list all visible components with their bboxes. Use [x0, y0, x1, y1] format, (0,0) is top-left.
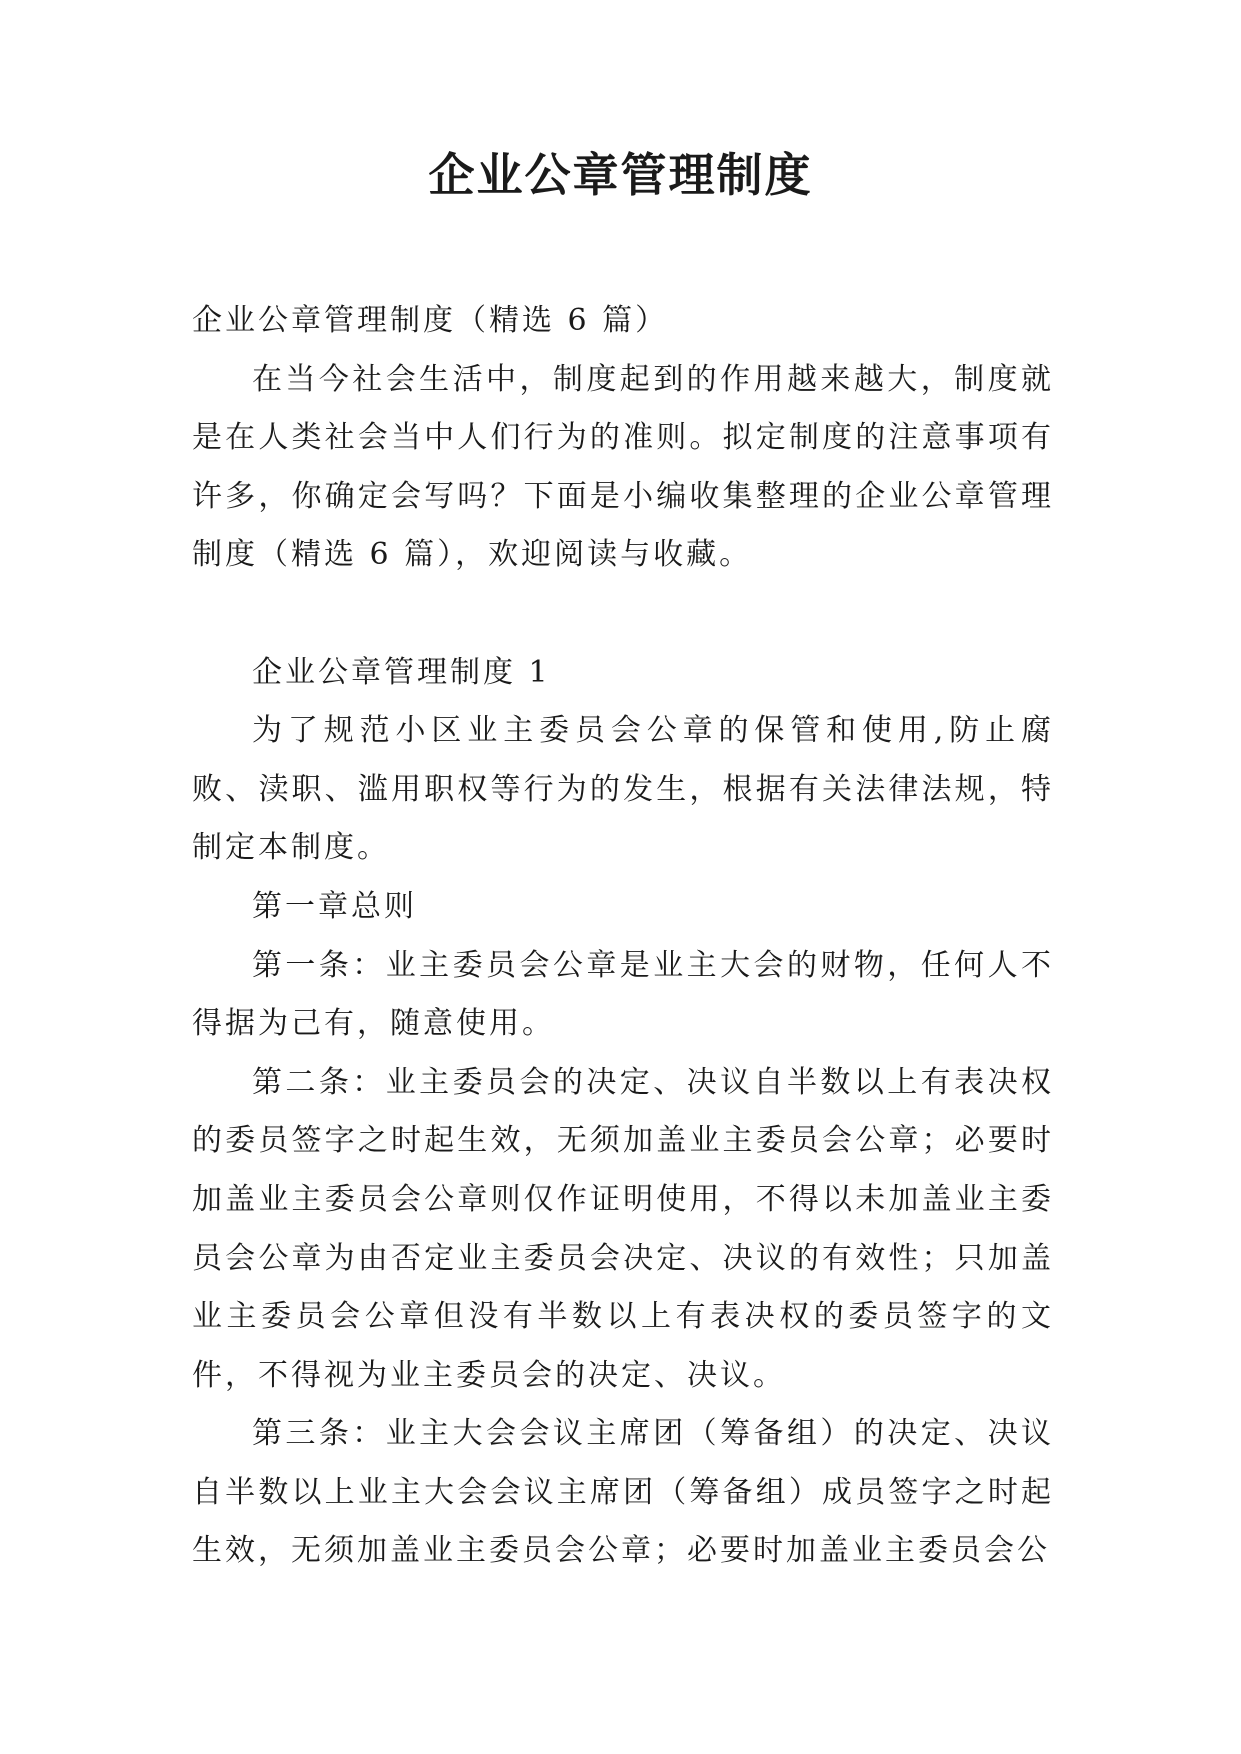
article-paragraph: 第一条：业主委员会公章是业主大会的财物，任何人不得据为己有，随意使用。: [192, 947, 1054, 1042]
section-heading: 企业公章管理制度 1: [252, 654, 551, 690]
subtitle-line: 企业公章管理制度（精选 6 篇）: [192, 303, 669, 338]
document-title: 企业公章管理制度: [428, 148, 813, 202]
document-body: [192, 292, 1054, 1581]
body-paragraph: 为了规范小区业主委员会公章的保管和使用,防止腐败、渎职、滥用职权等行为的发生，根据有关法律法规，特制定本制度。: [192, 713, 1054, 866]
blank-line: [192, 585, 1054, 644]
article-paragraph: 第三条：业主大会会议主席团（筹备组）的决定、决议自半数以上业主大会会议主席团（筹备组）成员签字之时起生效，无须加盖业主委员会公章；必要时加盖业主委员会公: [192, 1416, 1054, 1569]
article-paragraph: 第二条：业主委员会的决定、决议自半数以上有表决权的委员签字之时起生效，无须加盖业主委员会公章；必要时加盖业主委员会公章则仅作证明使用，不得以未加盖业主委员会公章为由否定业主委员会决定、决议的有效性；只加盖业主委员会公章但没有半数以上有表决权的委员签字的文件，不得视为业主委员会的决定、决议。: [192, 1064, 1054, 1393]
chapter-heading: 第一章总则: [252, 888, 417, 924]
intro-paragraph: 在当今社会生活中，制度起到的作用越来越大，制度就是在人类社会当中人们行为的准则。拟定制度的注意事项有许多，你确定会写吗？下面是小编收集整理的企业公章管理制度（精选 6 篇），欢迎阅读与收藏。: [192, 361, 1054, 573]
